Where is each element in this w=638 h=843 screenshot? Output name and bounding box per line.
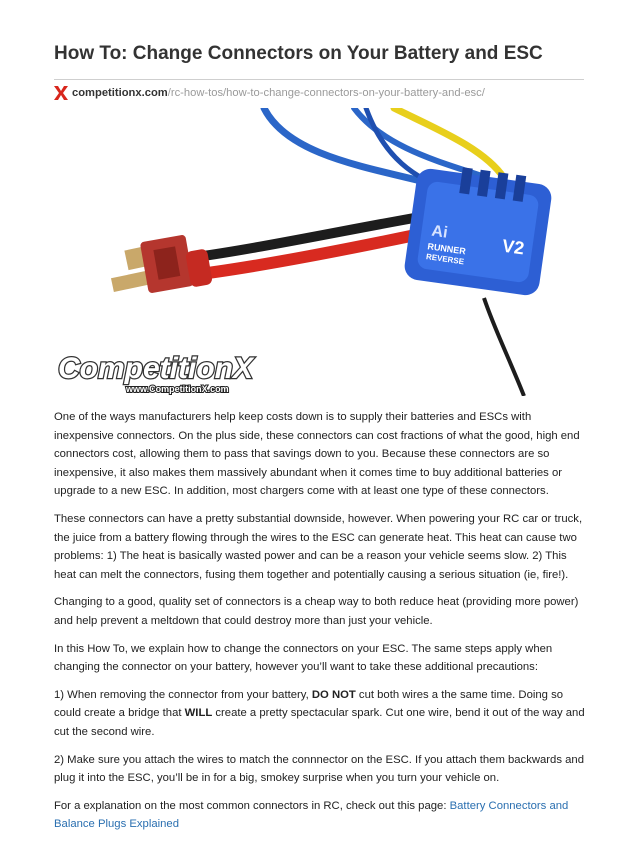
esc-photo (54, 108, 584, 396)
esc-label-runner: RUNNER (426, 241, 467, 257)
esc-body (403, 167, 553, 297)
p5-part-c: cut both wires a the same time. Doing so could create a bridge that (54, 688, 564, 720)
deans-connector (111, 234, 213, 293)
esc-label-reverse: REVERSE (425, 252, 465, 267)
paragraph-4: In this How To, we explain how to change the connectors on your ESC. The same steps apply when changing the connector on your battery, however you’ll want to take these additional precautions: (54, 642, 553, 674)
watermark-url: www.CompetitionX.com (126, 384, 229, 394)
paragraph-3: Changing to a good, quality set of connectors is a cheap way to both reduce heat (providing more power) and help prevent a meltdown that could destroy more than just your vehicle. (54, 596, 579, 627)
p5-will: WILL (184, 707, 213, 720)
article-body (54, 408, 586, 843)
paragraph-1: One of the ways manufacturers help keep costs down is to supply their batteries and ESCs with inexpensive connectors. On the plus side, these connectors can cost fractions of what the good, high end connectors cost, allowing them to pass that savings down to you. Because these connectors are so inexpensive, it also makes them massively abundant when it comes time to buy additional batteries or upgrade to a new ESC. In addition, most chargers come with at least one type of these connectors. (54, 411, 580, 498)
esc-badge: V2 (500, 235, 526, 259)
competitionx-watermark (58, 352, 255, 394)
competitionx-x-icon (54, 86, 68, 100)
p5-do-not: DO NOT (311, 688, 356, 701)
p7-text: For a explanation on the most common connectors in RC, check out this page: (54, 799, 450, 812)
paragraph-7 (54, 797, 586, 834)
title-divider (54, 79, 584, 80)
page-title: How To: Change Connectors on Your Battery and ESC (54, 43, 543, 64)
source-link[interactable] (54, 86, 485, 100)
paragraph-5 (54, 686, 586, 742)
esc-logo: Ai (430, 222, 449, 242)
p5-part-a: 1) When removing the connector from your battery, (54, 688, 312, 701)
paragraph-6: 2) Make sure you attach the wires to match the connnector on the ESC. If you attach them backwards and plug it into the ESC, you’ll be in for a big, smokey surprise when you turn your vehicle on. (54, 753, 584, 785)
p5-part-e: create a pretty spectacular spark. Cut one wire, bend it out of the way and cut the second wire. (54, 707, 585, 738)
source-domain: competitionx.com (72, 87, 168, 99)
watermark-text: CompetitionX (58, 352, 253, 385)
paragraph-2: These connectors can have a pretty substantial downside, however. When powering your RC car or truck, the juice from a battery flowing through the wires to the ESC can generate heat. This heat can cause two problems: 1) The heat is basically wasted power and can be a reason your vehicle seems slow. 2) This heat can melt the connectors, fusing them together and potentially causing a serious situation (ie, fire!). (54, 512, 583, 581)
battery-connectors-link[interactable]: Battery Connectors and Balance Plugs Explained (54, 799, 569, 831)
source-path: /rc-how-tos/how-to-change-connectors-on-your-battery-and-esc/ (167, 87, 485, 99)
